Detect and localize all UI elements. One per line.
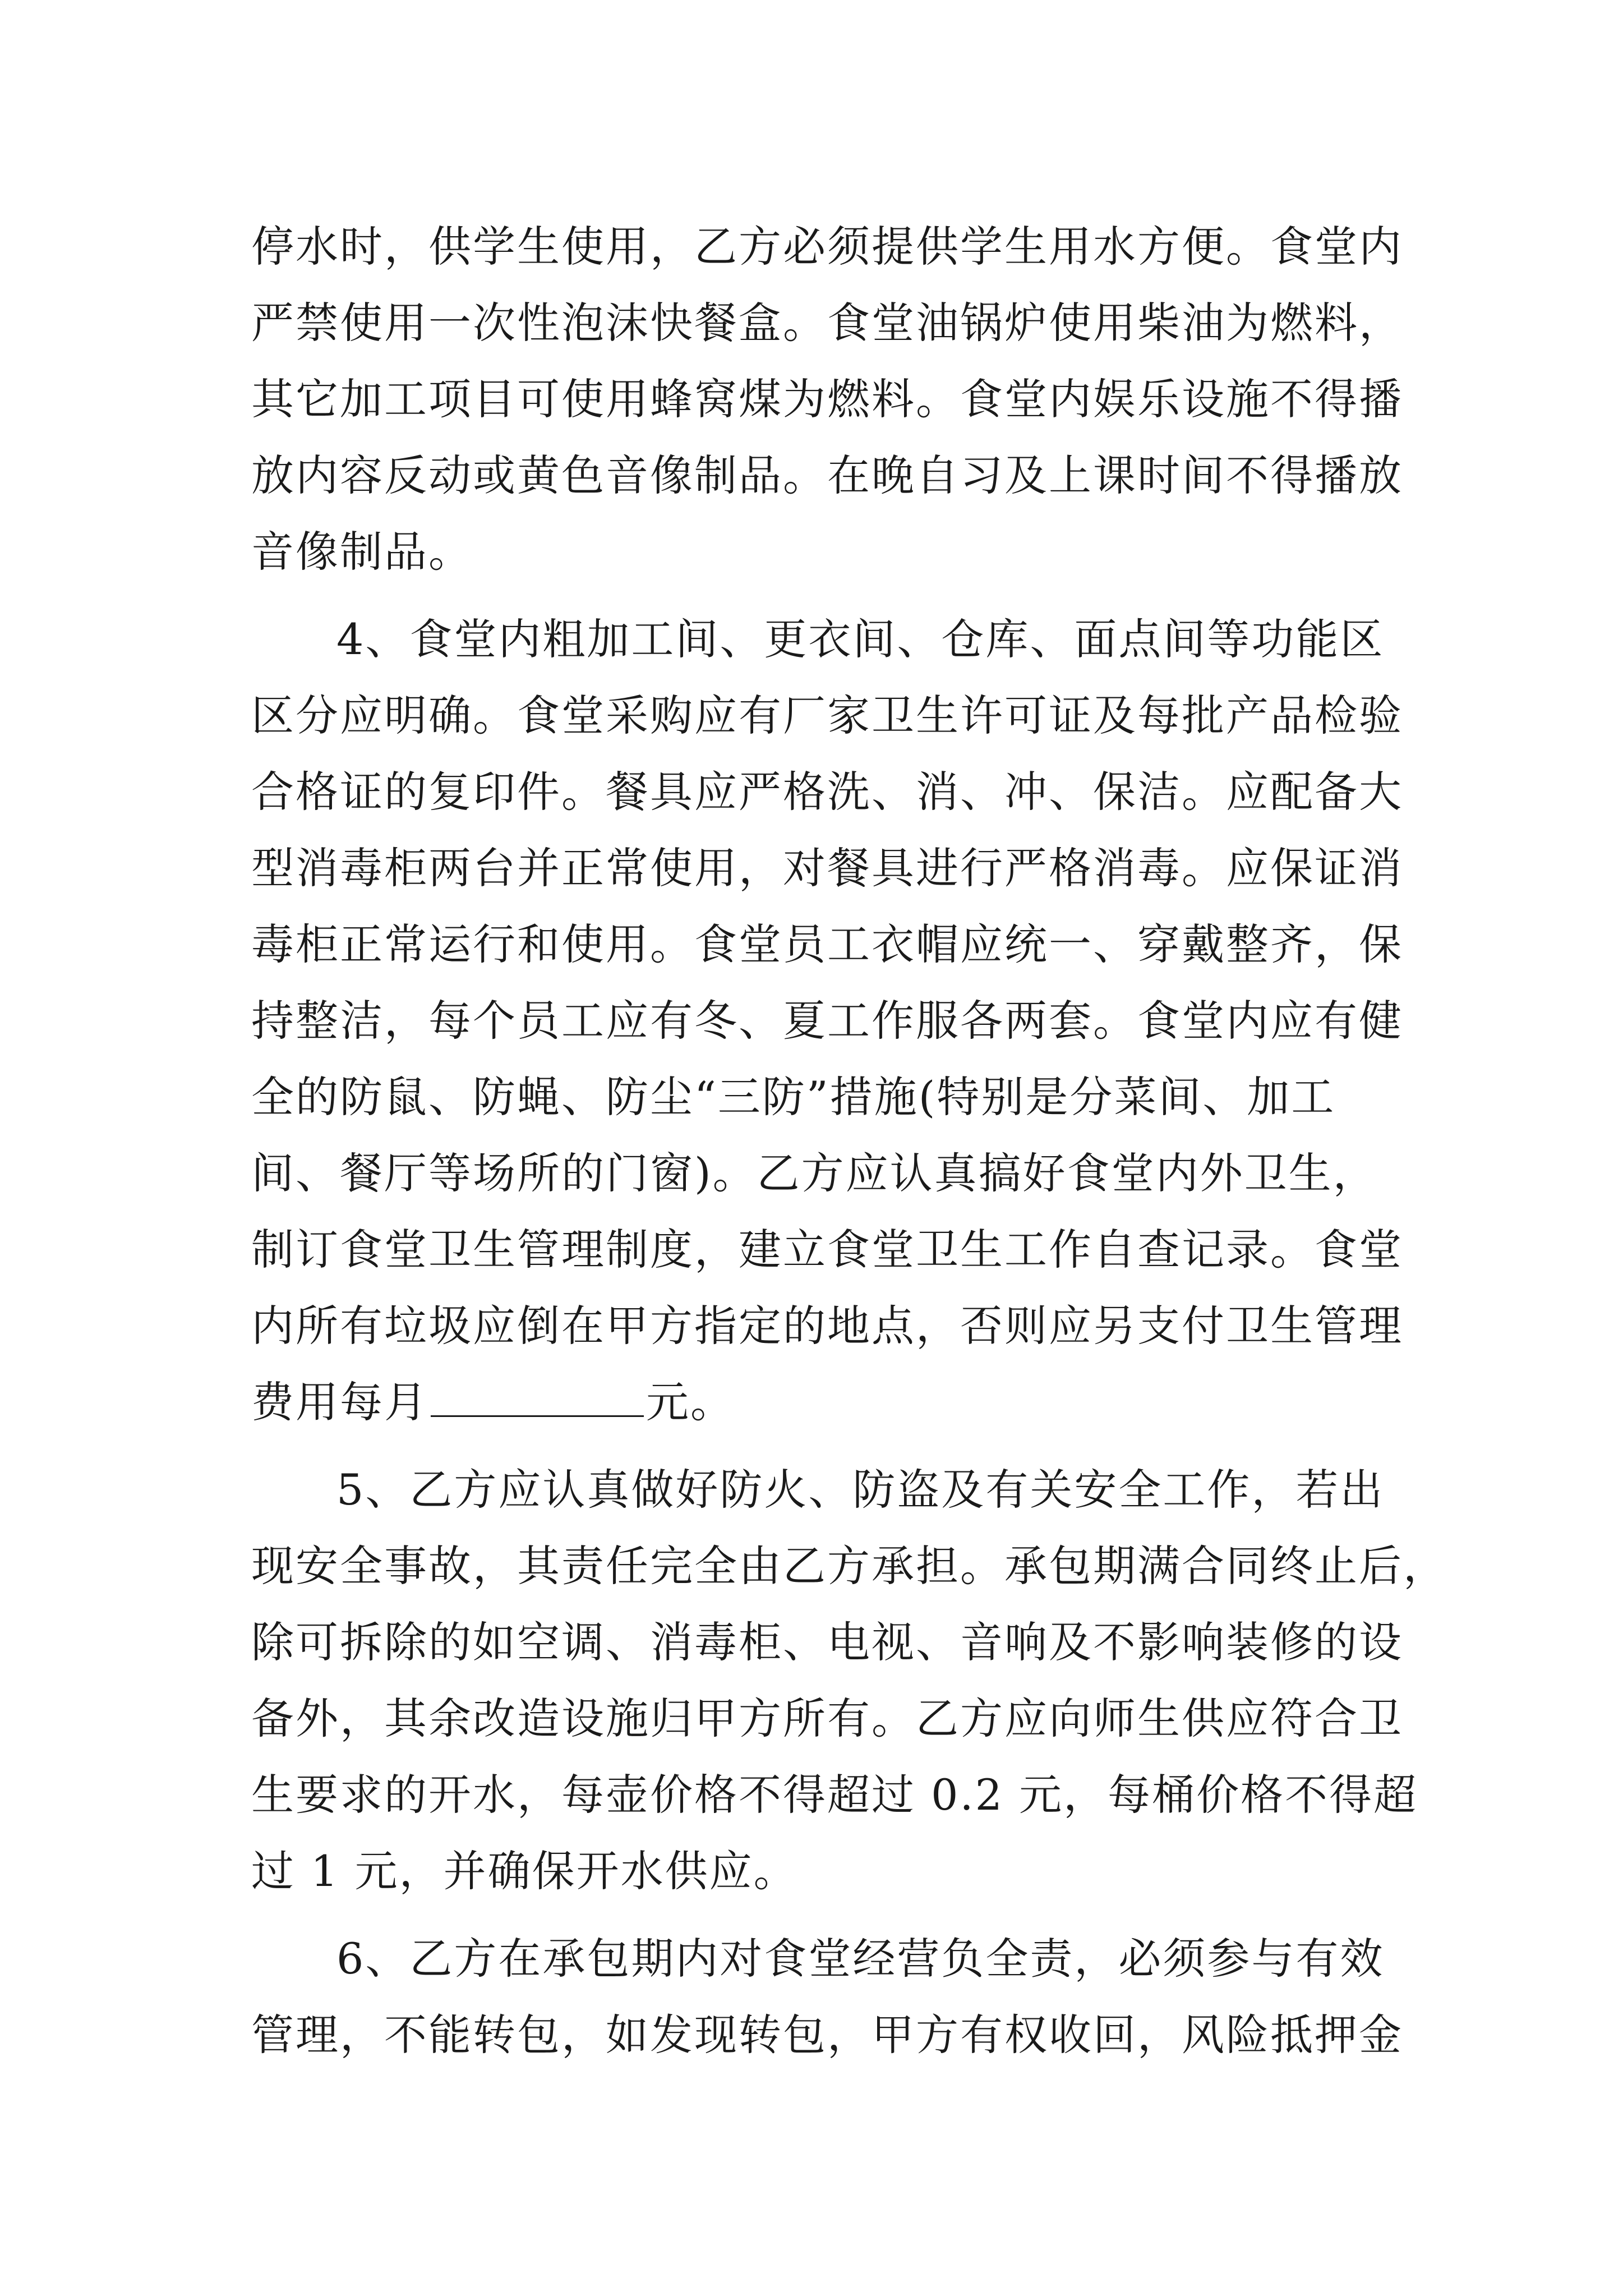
text-fragment: 元。 <box>646 1377 735 1427</box>
text-line: 备外，其余改造设施归甲方所有。乙方应向师生供应符合卫 <box>251 1694 1403 1743</box>
text-line: 合格证的复印件。餐具应严格洗、消、冲、保洁。应配备大 <box>251 767 1403 817</box>
text-line: 停水时，供学生使用，乙方必须提供学生用水方便。食堂内 <box>251 222 1403 272</box>
text-line: 全的防鼠、防蝇、防尘“三防”措施(特别是分菜间、加工 <box>251 1072 1336 1122</box>
text-line: 4、食堂内粗加工间、更衣间、仓库、面点间等功能区 <box>336 614 1385 664</box>
text-line: 持整洁，每个员工应有冬、夏工作服各两套。食堂内应有健 <box>251 996 1403 1046</box>
paragraph-5 <box>251 1452 1447 1910</box>
text-fragment: 费用每月 <box>251 1377 428 1427</box>
text-line: 制订食堂卫生管理制度，建立食堂卫生工作自查记录。食堂 <box>251 1225 1403 1274</box>
text-line <box>251 1364 1395 1441</box>
text-line: 型消毒柜两台并正常使用，对餐具进行严格消毒。应保证消 <box>251 843 1403 893</box>
text-line: 5、乙方应认真做好防火、防盗及有关安全工作，若出 <box>336 1465 1385 1515</box>
text-line: 管理，不能转包，如发现转包，甲方有权收回，风险抵押金 <box>251 2010 1403 2060</box>
text-line: 毒柜正常运行和使用。食堂员工衣帽应统一、穿戴整齐，保 <box>251 919 1403 969</box>
text-line: 除可拆除的如空调、消毒柜、电视、音响及不影响装修的设 <box>251 1617 1403 1667</box>
paragraph-4 <box>251 601 1403 1441</box>
text-line: 现安全事故，其责任完全由乙方承担。承包期满合同终止后， <box>251 1541 1447 1591</box>
fill-in-blank <box>431 1377 644 1417</box>
text-line: 区分应明确。食堂采购应有厂家卫生许可证及每批产品检验 <box>251 691 1403 740</box>
body-text <box>251 209 1447 2073</box>
text-line: 内所有垃圾应倒在甲方指定的地点，否则应另支付卫生管理 <box>251 1301 1403 1351</box>
paragraph-6 <box>251 1921 1403 2073</box>
text-line: 音像制品。 <box>251 527 473 577</box>
text-line: 其它加工项目可使用蜂窝煤为燃料。食堂内娱乐设施不得播 <box>251 374 1403 424</box>
text-line: 生要求的开水，每壶价格不得超过 0.2 元，每桶价格不得超 <box>251 1770 1418 1820</box>
text-line: 间、餐厅等场所的门窗)。乙方应认真搞好食堂内外卫生， <box>251 1148 1377 1198</box>
text-line: 过 1 元，并确保开水供应。 <box>251 1846 798 1896</box>
text-line: 严禁使用一次性泡沫快餐盒。食堂油锅炉使用柴油为燃料， <box>251 298 1403 348</box>
paragraph-1 <box>251 209 1403 590</box>
text-line: 放内容反动或黄色音像制品。在晚自习及上课时间不得播放 <box>251 450 1403 500</box>
text-line: 6、乙方在承包期内对食堂经营负全责，必须参与有效 <box>336 1934 1385 1984</box>
